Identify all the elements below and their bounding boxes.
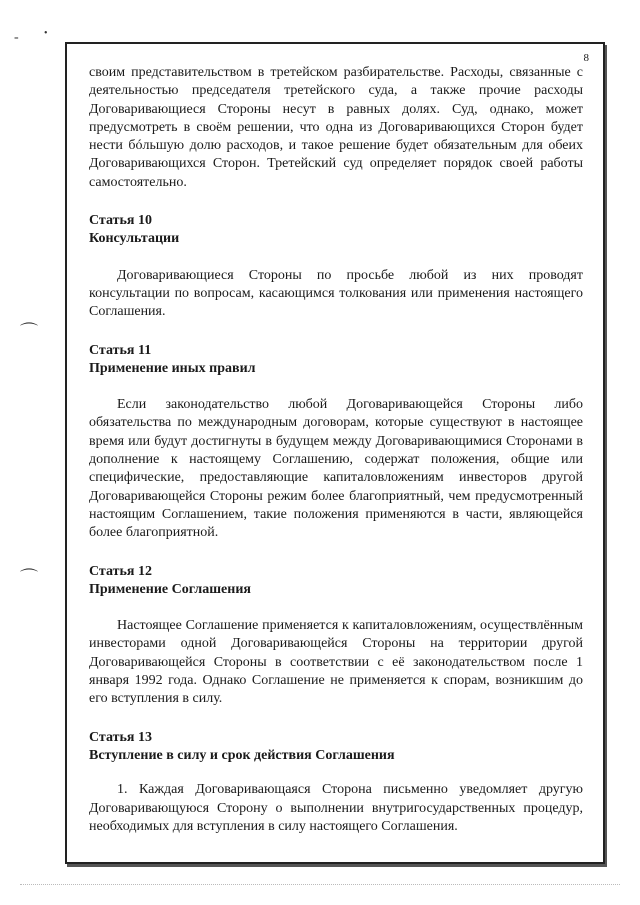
article-13-number: Статья 13 bbox=[89, 729, 152, 745]
article-10-number: Статья 10 bbox=[89, 213, 152, 229]
article-11-title: Применение иных правил bbox=[89, 360, 256, 376]
article-11-paragraph: Если законодательство любой Договаривающейся Стороны либо обязательства по международным договорам, которые существуют в настоящее время или будут достигнуты в будущем между Договаривающимися Сторонами в дополнение к настоящему Соглашению, содержат положения, общие или специфические, предоставляющие капиталовложениям инвесторов другой Договаривающейся Стороны режим более благоприятный, чем предусмотренный настоящим Соглашением, такие положения применяются в части, являющейся более благоприятной. bbox=[89, 397, 583, 541]
scan-edge-noise bbox=[20, 884, 620, 885]
article-12-number: Статья 12 bbox=[89, 563, 152, 579]
article-12-title: Применение Соглашения bbox=[89, 581, 251, 597]
article-11-number: Статья 11 bbox=[89, 342, 152, 358]
page-number: 8 bbox=[583, 52, 589, 64]
continuation-paragraph: своим представительством в третейском разбирательстве. Расходы, связанные с деятельностью председателя третейского суда, а также прочие расходы Договаривающиеся Стороны несут в равных долях. Суд, однако, может предусмотреть в своём решении, что одна из Договаривающихся Сторон будет нести бóльшую долю расходов, и такое решение будет обязательным для обеих Договаривающихся Сторон. Третейский суд определяет порядок своей работы самостоятельно. bbox=[89, 65, 583, 190]
article-12-paragraph: Настоящее Соглашение применяется к капиталовложениям, осуществлённым инвесторами одной Договаривающейся Стороны на территории другой Договаривающейся Стороны в соответствии с её законодательством после 1 января 1992 года. Однако Соглашение не применяется к спорам, возникшим до его вступления в силу. bbox=[89, 618, 583, 707]
hole-punch-mark: ⌒ bbox=[20, 322, 38, 342]
article-10-title: Консультации bbox=[89, 231, 180, 247]
article-13-paragraph: 1. Каждая Договаривающаяся Сторона письменно уведомляет другую Договаривающуюся Сторону о выполнении внутригосударственных процедур, необходимых для вступления в силу настоящего Соглашения. bbox=[89, 782, 583, 834]
page-frame bbox=[65, 42, 605, 864]
margin-mark: • bbox=[44, 28, 48, 39]
hole-punch-mark: ⌒ bbox=[20, 568, 38, 588]
article-13-title: Вступление в силу и срок действия Соглашения bbox=[89, 747, 395, 763]
article-10-paragraph: Договаривающиеся Стороны по просьбе любой из них проводят консультации по вопросам, касающимся толкования или применения настоящего Соглашения. bbox=[89, 267, 583, 320]
margin-mark: - bbox=[14, 30, 19, 45]
document-body bbox=[89, 64, 583, 836]
